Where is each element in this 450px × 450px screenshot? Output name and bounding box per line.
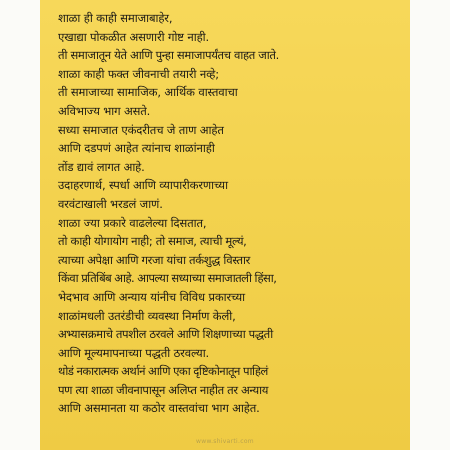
text-line: किंवा प्रतिबिंब आहे. आपल्या सध्याच्या समाजातली हिंसा,	[58, 271, 277, 286]
text-line: आणि दडपणं आहेत त्यांनाच शाळांनाही	[58, 141, 215, 156]
text-line: शाळा काही फक्त जीवनाची तयारी नव्हे;	[58, 66, 219, 81]
footer-url: www.shivarti.com	[196, 438, 254, 445]
text-line: उदाहरणार्थ, स्पर्धा आणि व्यापारीकरणाच्या	[58, 178, 228, 193]
text-line: आणि मूल्यमापनाच्या पद्धती ठरवल्या.	[58, 345, 210, 360]
document-body	[58, 9, 408, 418]
text-line: अभ्यासक्रमाचे तपशील ठरवले आणि शिक्षणाच्या पद्धती	[58, 327, 273, 342]
text-line: वरवंटाखाली भरडलं जाणं.	[58, 196, 163, 211]
text-line: अविभाज्य भाग असते.	[58, 103, 151, 118]
text-line: एखाद्या पोकळीत असणारी गोष्ट नाही.	[58, 29, 210, 44]
text-line: त्याच्या अपेक्षा आणि गरजा यांचा तर्कशुद्ध विस्तार	[58, 252, 251, 267]
text-line: भेदभाव आणि अन्याय यांनीच विविध प्रकारच्या	[58, 289, 245, 304]
text-line: सध्या समाजात एकंदरीतच जे ताण आहेत	[58, 122, 224, 137]
text-line: शाळांमधली उतरंडीची व्यवस्था निर्माण केली,	[58, 308, 236, 323]
text-line: तोंड द्यावं लागत आहे.	[58, 159, 145, 174]
text-line: पण त्या शाळा जीवनापासून अलिप्त नाहीत तर अन्याय	[58, 382, 269, 397]
text-line: थोडं नकारात्मक अर्थानं आणि एका दृष्टिकोनातून पाहिलं	[58, 364, 268, 379]
text-line: तो काही योगायोग नाही; तो समाज, त्याची मूल्यं,	[58, 234, 247, 249]
text-line: ती समाजातून येते आणि पुन्हा समाजापर्यंतच वाहत जाते.	[58, 48, 279, 63]
text-line: शाळा ही काही समाजाबाहेर,	[58, 11, 173, 25]
text-line: आणि असमानता या कठोर वास्तवांचा भाग आहेत.	[58, 401, 260, 416]
text-line: शाळा ज्या प्रकारे वाढलेल्या दिसतात,	[58, 215, 207, 230]
text-line: ती समाजाच्या सामाजिक, आर्थिक वास्तवाचा	[58, 85, 238, 100]
